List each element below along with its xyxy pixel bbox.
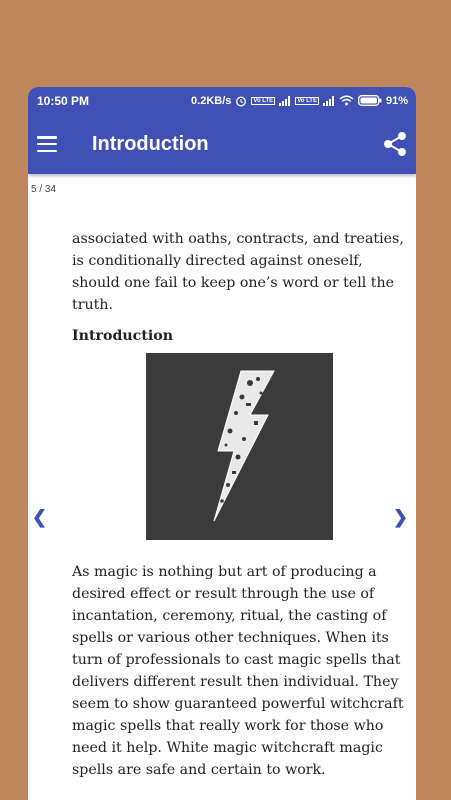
previous-page-arrow[interactable]: ❮: [32, 507, 48, 527]
status-icons: [191, 95, 408, 107]
hamburger-menu-icon[interactable]: [37, 136, 57, 152]
page-indicator: 5 / 34: [31, 184, 57, 195]
section-heading: Introduction: [72, 328, 174, 344]
lightning-bolt-graphic: [146, 353, 333, 540]
battery-level: 91%: [385, 94, 408, 107]
lightning-bolt-collage-image: [146, 353, 333, 540]
paragraph-continued: associated with oaths, contracts, and treaties, is conditionally directed against oneself, should one fail to keep one’s word or tell the truth.: [72, 231, 404, 313]
paragraph-main: As magic is nothing but art of producing a desired effect or result through the use of incantation, ceremony, ritual, the casting of spells or various other techniques. When its turn of professionals to cast magic spells that delivers different result then individual. They seem to show guaranteed powerful witchcraft magic spells that really work for those who need it help. White magic witchcraft magic spells are safe and certain to work.: [72, 564, 404, 778]
sim1-volte-icon: Vo LTE: [253, 97, 274, 104]
phone-screen: [28, 87, 416, 800]
signal-icon-2: [323, 96, 335, 106]
app-title: Introduction: [92, 132, 209, 155]
page-content: [72, 228, 407, 781]
status-time: 10:50 PM: [37, 93, 90, 108]
network-speed: 0.2KB/s: [191, 94, 232, 107]
battery-icon: [358, 95, 382, 106]
signal-icon: [279, 96, 291, 106]
alarm-icon: [235, 95, 247, 107]
sim2-volte-icon: Vo LTE: [297, 97, 317, 104]
status-bar: [28, 87, 416, 114]
app-bar: [28, 114, 416, 174]
share-icon[interactable]: [382, 131, 408, 157]
next-page-arrow[interactable]: ❯: [392, 507, 408, 527]
wifi-icon: [339, 95, 354, 106]
